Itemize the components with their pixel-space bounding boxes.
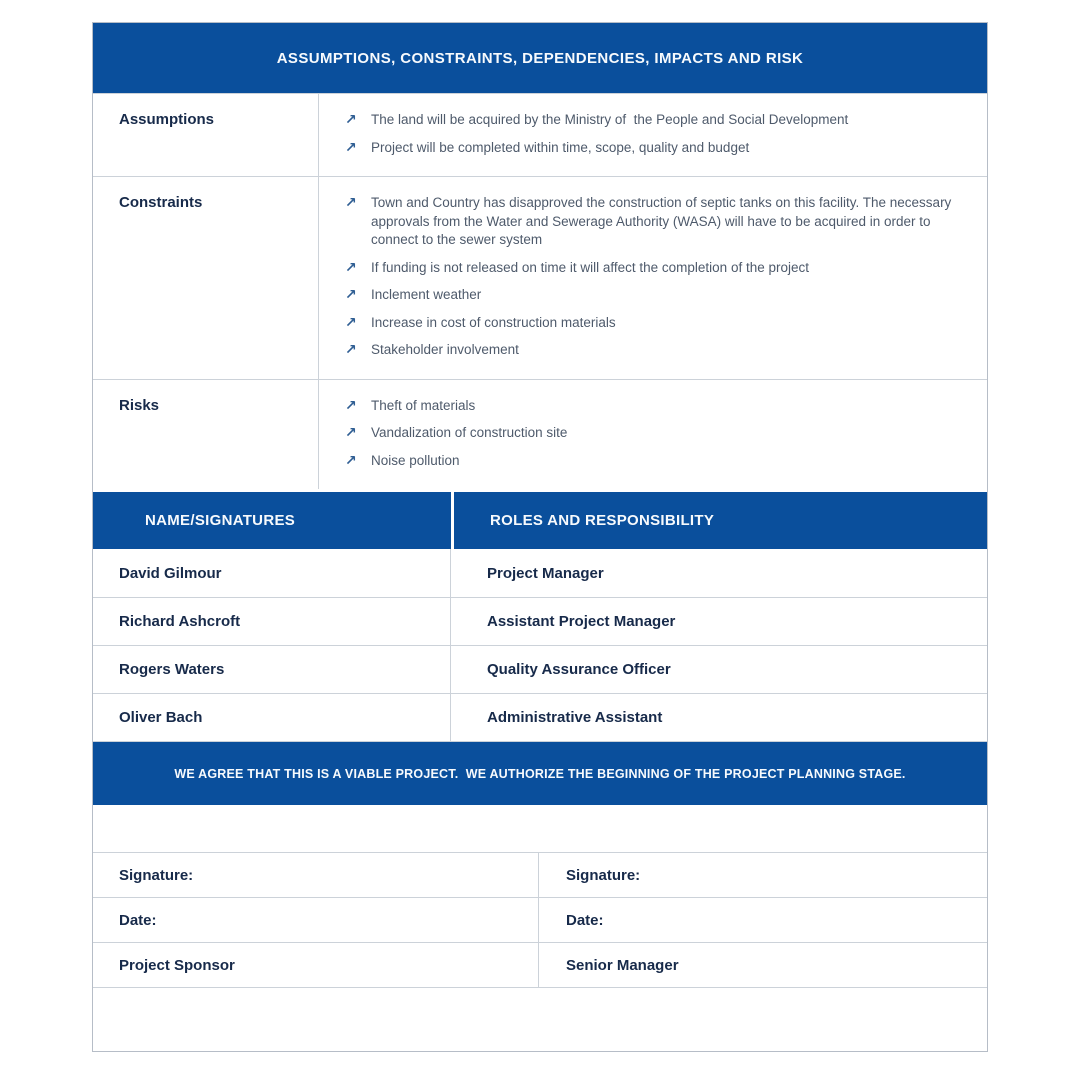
arrow-ne-bullet-icon: ↗ xyxy=(345,195,357,211)
bottom-empty-cell xyxy=(93,988,987,1051)
roles-responsibility-header-label: ROLES AND RESPONSIBILITY xyxy=(490,512,715,529)
person-name: Richard Ashcroft xyxy=(93,598,451,645)
list-item-text: Stakeholder involvement xyxy=(371,342,519,357)
list-item-text: Increase in cost of construction materials xyxy=(371,314,616,330)
list-item-text: The land will be acquired by the Ministry of the People and Social Development xyxy=(371,112,849,127)
date-row xyxy=(93,898,987,943)
signoff-role-right: Senior Manager xyxy=(566,956,679,974)
risks-row xyxy=(93,379,987,490)
assumptions-list xyxy=(319,94,987,176)
section-title-bar xyxy=(93,23,987,93)
table-row xyxy=(93,549,987,597)
list-item xyxy=(345,424,957,443)
agreement-banner xyxy=(93,741,987,805)
list-item xyxy=(345,452,957,471)
person-name: Oliver Bach xyxy=(93,694,451,741)
arrow-ne-bullet-icon: ↗ xyxy=(345,342,357,358)
person-role: Administrative Assistant xyxy=(487,709,663,726)
constraints-label: Constraints xyxy=(93,177,319,379)
signature-label-left: Signature: xyxy=(93,853,539,897)
person-role: Project Manager xyxy=(487,564,604,582)
signature-label-right: Signature: xyxy=(566,866,641,884)
list-item-text: Theft of materials xyxy=(371,397,476,413)
roles-responsibility-header xyxy=(454,492,987,549)
list-item xyxy=(345,314,957,333)
names-signatures-header-label: NAME/SIGNATURES xyxy=(145,512,296,529)
list-item-text: If funding is not released on time it will affect the completion of the project xyxy=(371,259,809,275)
list-item xyxy=(345,139,957,158)
role-row xyxy=(93,943,987,988)
table-row xyxy=(93,693,987,741)
assumptions-row xyxy=(93,93,987,176)
arrow-ne-bullet-icon: ↗ xyxy=(345,287,357,303)
risks-list xyxy=(319,380,987,490)
section-title: ASSUMPTIONS, CONSTRAINTS, DEPENDENCIES, IMPACTS AND RISK xyxy=(276,49,804,67)
list-item xyxy=(345,397,957,416)
list-item-text: Inclement weather xyxy=(371,287,482,302)
arrow-ne-bullet-icon: ↗ xyxy=(345,112,357,128)
empty-row xyxy=(93,805,987,853)
arrow-ne-bullet-icon: ↗ xyxy=(345,259,357,276)
list-item xyxy=(345,111,957,130)
person-role: Assistant Project Manager xyxy=(487,613,676,630)
list-item xyxy=(345,286,957,305)
list-item-text: Vandalization of construction site xyxy=(371,425,568,440)
arrow-ne-bullet-icon: ↗ xyxy=(345,452,357,469)
assumptions-label: Assumptions xyxy=(93,94,319,176)
arrow-ne-bullet-icon: ↗ xyxy=(345,397,357,414)
arrow-ne-bullet-icon: ↗ xyxy=(345,314,357,331)
agreement-banner-text: WE AGREE THAT THIS IS A VIABLE PROJECT. WE AUTHORIZE THE BEGINNING OF THE PROJECT PLANNING STAGE. xyxy=(174,766,906,781)
signoff-role-left: Project Sponsor xyxy=(93,943,539,987)
list-item-text: Town and Country has disapproved the construction of septic tanks on this facility. The necessary approvals from the Water and Sewerage Authority (WASA) will have to be acquired in order to connect to the sewer system xyxy=(371,195,956,247)
date-label-left: Date: xyxy=(93,898,539,942)
arrow-ne-bullet-icon: ↗ xyxy=(345,139,357,156)
signature-row xyxy=(93,853,987,898)
names-roles-header-row xyxy=(93,489,987,549)
table-row xyxy=(93,597,987,645)
person-name: Rogers Waters xyxy=(93,646,451,693)
list-item-text: Project will be completed within time, scope, quality and budget xyxy=(371,139,750,155)
person-name: David Gilmour xyxy=(93,549,451,597)
list-item xyxy=(345,259,957,278)
table-row xyxy=(93,645,987,693)
project-charter-document xyxy=(92,22,988,1052)
arrow-ne-bullet-icon: ↗ xyxy=(345,425,357,441)
list-item-text: Noise pollution xyxy=(371,452,460,468)
names-signatures-header xyxy=(93,492,451,549)
constraints-row xyxy=(93,176,987,379)
date-label-right: Date: xyxy=(566,911,604,929)
constraints-list xyxy=(319,177,987,379)
risks-label: Risks xyxy=(93,380,319,490)
list-item xyxy=(345,194,957,250)
list-item xyxy=(345,341,957,360)
person-role: Quality Assurance Officer xyxy=(487,661,671,678)
